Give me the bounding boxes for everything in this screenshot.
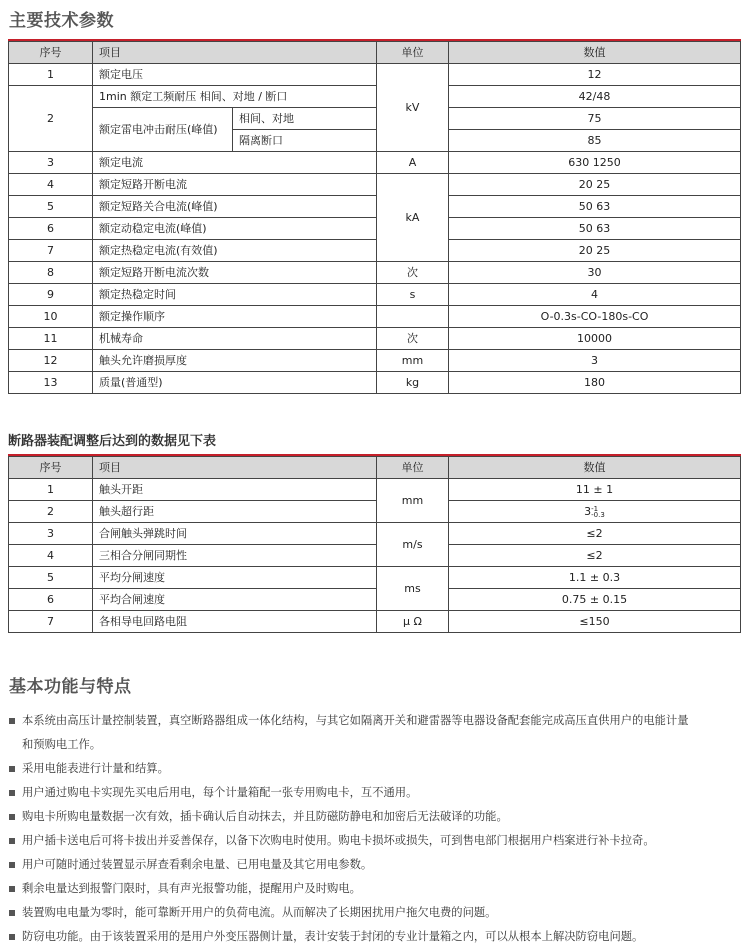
cell-value: 0.75 ± 0.15: [449, 589, 741, 611]
list-item-text: 本系统由高压计量控制装置，真空断路器组成一体化结构，与其它如隔离开关和避雷器等电器设备配套能完成高压直供用户的电能计量: [22, 714, 689, 727]
list-item: [6, 901, 744, 925]
table-row: [9, 523, 741, 545]
list-item: [6, 853, 744, 877]
cell-no: 6: [9, 589, 93, 611]
cell-unit: 次: [377, 328, 449, 350]
cell-value: 10000: [449, 328, 741, 350]
cell-item: 触头超行距: [93, 501, 377, 523]
header-item: 项目: [93, 457, 377, 479]
table-row: [9, 328, 741, 350]
cell-subitem: 隔离断口: [233, 130, 377, 152]
list-item-text: 用户插卡送电后可将卡拔出并妥善保存，以备下次购电时使用。购电卡损坏或损失，可到售电部门根据用户档案进行补卡拉奇。: [22, 834, 655, 847]
unit-kv: kV: [405, 100, 420, 114]
table-row: [9, 152, 741, 174]
bullet-square-icon: [9, 838, 15, 844]
cell-value: ≤2: [449, 545, 741, 567]
list-item-text: 购电卡所购电量数据一次有效，插卡确认后自动抹去，并且防磁防静电和加密后无法破译的功能。: [22, 810, 508, 823]
bullet-square-icon: [9, 886, 15, 892]
cell-value: 4: [449, 284, 741, 306]
table-row: [9, 196, 741, 218]
header-item: 项目: [93, 42, 377, 64]
bullet-square-icon: [9, 718, 15, 724]
cell-value: 630 1250: [449, 152, 741, 174]
cell-value: 12: [449, 64, 741, 86]
cell-value: 1.1 ± 0.3: [449, 567, 741, 589]
table-row: [9, 350, 741, 372]
cell-no: 10: [9, 306, 93, 328]
bullet-square-icon: [9, 910, 15, 916]
table-row: [9, 108, 741, 130]
cell-no: 1: [9, 64, 93, 86]
cell-item: 平均合闸速度: [93, 589, 377, 611]
table-row: [9, 174, 741, 196]
header-value: 数值: [449, 457, 741, 479]
bullet-square-icon: [9, 814, 15, 820]
table-row: [9, 545, 741, 567]
list-item: [6, 877, 744, 901]
cell-no: 4: [9, 174, 93, 196]
feature-list: [6, 709, 744, 949]
cell-value: O-0.3s-CO-180s-CO: [449, 306, 741, 328]
list-item-text: 装置购电电量为零时，能可靠断开用户的负荷电流。从而解决了长期困扰用户拖欠电费的问题。: [22, 906, 497, 919]
list-item-continuation: [6, 733, 744, 757]
cell-unit: s: [377, 284, 449, 306]
main-params-table: [8, 41, 741, 394]
cell-item: 三相合分闸同期性: [93, 545, 377, 567]
value-upper-tolerance: -1: [591, 504, 599, 513]
bullet-square-icon: [9, 934, 15, 940]
list-item: [6, 757, 744, 781]
list-item: [6, 781, 744, 805]
header-no: 序号: [9, 457, 93, 479]
cell-no: 5: [9, 196, 93, 218]
cell-no: 2: [9, 86, 93, 152]
cell-item: 额定电流: [93, 152, 377, 174]
cell-value: ≤2: [449, 523, 741, 545]
list-item: [6, 805, 744, 829]
cell-item: 额定动稳定电流(峰值): [93, 218, 377, 240]
cell-no: 9: [9, 284, 93, 306]
cell-item: 额定热稳定电流(有效值): [93, 240, 377, 262]
table-row: [9, 479, 741, 501]
cell-value: 20 25: [449, 174, 741, 196]
section-title-main-params: 主要技术参数: [9, 11, 114, 31]
list-item: [6, 925, 744, 949]
cell-item: 1min 额定工频耐压 相间、对地 / 断口: [93, 86, 377, 108]
section-title-assembly-data: 断路器装配调整后达到的数据见下表: [8, 434, 217, 449]
cell-value: 20 25: [449, 240, 741, 262]
value-lower-tolerance: -0.3: [591, 510, 605, 519]
cell-no: 7: [9, 611, 93, 633]
header-no: 序号: [9, 42, 93, 64]
cell-no: 3: [9, 152, 93, 174]
cell-value: 75: [449, 108, 741, 130]
cell-item: 额定雷电冲击耐压(峰值): [93, 108, 233, 152]
list-item-text: 防窃电功能。由于该装置采用的是用户外变压器侧计量，表计安装于封闭的专业计量箱之内，可以从根本上解决防窃电问题。: [22, 930, 644, 943]
header-unit: 单位: [377, 457, 449, 479]
cell-value: 30: [449, 262, 741, 284]
cell-no: 12: [9, 350, 93, 372]
table-row: [9, 306, 741, 328]
bullet-square-icon: [9, 766, 15, 772]
cell-unit: m/s: [377, 523, 449, 567]
table-row: [9, 372, 741, 394]
cell-no: 6: [9, 218, 93, 240]
cell-value: 42/48: [449, 86, 741, 108]
table-row: [9, 284, 741, 306]
table-row: [9, 611, 741, 633]
table-row: [9, 64, 741, 86]
table-row: [9, 262, 741, 284]
cell-unit: μ Ω: [377, 611, 449, 633]
cell-no: 2: [9, 501, 93, 523]
table-row: [9, 240, 741, 262]
cell-unit: ms: [377, 567, 449, 611]
cell-no: 13: [9, 372, 93, 394]
table-row: [9, 567, 741, 589]
cell-item: 触头允许磨损厚度: [93, 350, 377, 372]
list-item-text: 采用电能表进行计量和结算。: [22, 762, 169, 775]
assembly-data-table: [8, 456, 741, 633]
value-main: 3: [584, 504, 592, 518]
cell-unit: mm: [377, 350, 449, 372]
cell-item: 额定电压: [93, 64, 377, 86]
cell-value: ≤150: [449, 611, 741, 633]
cell-unit: 次: [377, 262, 449, 284]
cell-item: 各相导电回路电阻: [93, 611, 377, 633]
cell-unit: kA: [377, 174, 449, 262]
cell-no: 5: [9, 567, 93, 589]
cell-no: 8: [9, 262, 93, 284]
bullet-square-icon: [9, 862, 15, 868]
cell-item: 额定短路关合电流(峰值): [93, 196, 377, 218]
cell-value: 3: [449, 350, 741, 372]
cell-item: 额定操作顺序: [93, 306, 377, 328]
cell-no: 4: [9, 545, 93, 567]
table-header-row: [9, 42, 741, 64]
cell-item: 机械寿命: [93, 328, 377, 350]
header-unit: 单位: [377, 42, 449, 64]
bullet-square-icon: [9, 790, 15, 796]
cell-value: 180: [449, 372, 741, 394]
cell-unit: A: [377, 152, 449, 174]
cell-item: 质量(普通型): [93, 372, 377, 394]
cell-item: 合闸触头弹跳时间: [93, 523, 377, 545]
cell-value: 50 63: [449, 218, 741, 240]
list-item-text: 剩余电量达到报警门限时，具有声光报警功能，提醒用户及时购电。: [22, 882, 361, 895]
table-header-row: [9, 457, 741, 479]
cell-unit: [377, 306, 449, 328]
list-item-text: 用户通过购电卡实现先买电后用电，每个计量箱配一张专用购电卡，互不通用。: [22, 786, 418, 799]
cell-value: [449, 501, 741, 523]
table-row: [9, 589, 741, 611]
cell-item: 额定短路开断电流次数: [93, 262, 377, 284]
cell-unit: kg: [377, 372, 449, 394]
cell-item: 额定短路开断电流: [93, 174, 377, 196]
cell-value: 85: [449, 130, 741, 152]
cell-unit: mm: [377, 479, 449, 523]
cell-subitem: 相间、对地: [233, 108, 377, 130]
table-row: [9, 86, 741, 108]
cell-unit-kv: [377, 64, 449, 152]
cell-no: 1: [9, 479, 93, 501]
cell-value: 11 ± 1: [449, 479, 741, 501]
list-item: [6, 709, 744, 733]
cell-no: 7: [9, 240, 93, 262]
cell-value: 50 63: [449, 196, 741, 218]
cell-item: 额定热稳定时间: [93, 284, 377, 306]
table-row: [9, 218, 741, 240]
cell-item: 触头开距: [93, 479, 377, 501]
table-row: [9, 501, 741, 523]
header-value: 数值: [449, 42, 741, 64]
cell-item: 平均分闸速度: [93, 567, 377, 589]
section-title-features: 基本功能与特点: [9, 677, 132, 697]
list-item-text: 用户可随时通过装置显示屏查看剩余电量、已用电量及其它用电参数。: [22, 858, 373, 871]
cell-no: 3: [9, 523, 93, 545]
cell-no: 11: [9, 328, 93, 350]
list-item: [6, 829, 744, 853]
list-item-text: 和预购电工作。: [22, 738, 102, 751]
